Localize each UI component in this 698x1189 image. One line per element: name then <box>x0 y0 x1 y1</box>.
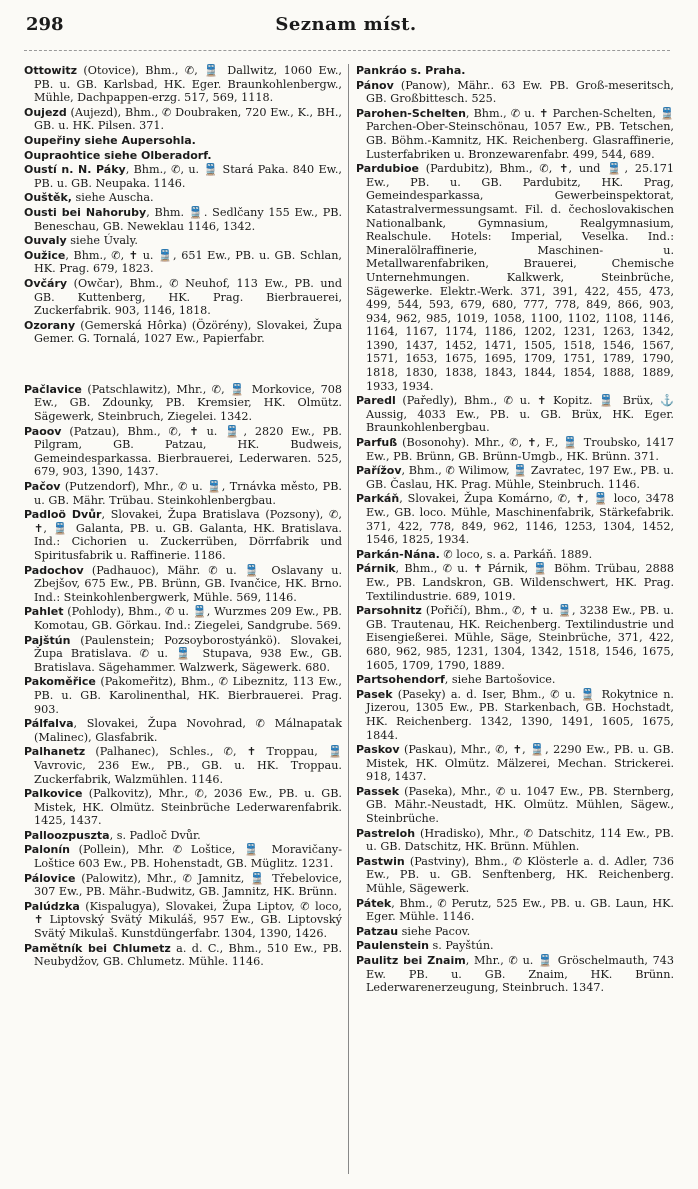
entry-text: , s. Padloč Dvůr. <box>109 828 201 842</box>
gazetteer-entry <box>24 234 342 248</box>
section-gap <box>24 347 342 383</box>
entry-headword: Parohen-Schelten <box>356 106 466 120</box>
entry-headword: Pakoměřice <box>24 675 96 689</box>
entry-headword: Paskov <box>356 743 400 757</box>
entry-text: siehe Auscha. <box>71 191 154 205</box>
entry-headword: Paredl <box>356 394 396 408</box>
right-column <box>356 64 674 996</box>
left-column <box>24 64 349 1174</box>
gazetteer-entry <box>356 548 674 562</box>
gazetteer-entry <box>24 191 342 205</box>
page-title: Seznam míst. <box>275 14 417 35</box>
entry-text: , Slovakei, Župa Bratislava (Pozsony), ✆, ✝, 🚆 Galanta, PB. u. GB. Galanta, HK. Bratislava. Ind.: Cichorien u. Zuckerrüben, Dörrfabrik und Spiritusfabrik u. Raffinerie. 1186. <box>34 508 342 562</box>
entry-headword: Pankráo s. Praha. <box>356 64 466 77</box>
entry-text: siehe Pacov. <box>398 924 471 938</box>
page-number: 298 <box>26 14 64 35</box>
entry-text: , Bhm., ✆ Perutz, 525 Ew., PB. u. GB. Laun, HK. Eger. Mühle. 1146. <box>366 896 674 924</box>
gazetteer-entry <box>24 508 342 562</box>
gazetteer-entry <box>356 604 674 672</box>
gazetteer-entry <box>356 785 674 826</box>
gazetteer-entry <box>24 163 342 190</box>
entry-headword: Parfuß <box>356 436 398 450</box>
entry-headword: Parkáň <box>356 492 400 506</box>
entry-headword: Pálfalva <box>24 717 74 731</box>
entry-text: , Bhm., ✆ Wilimow, 🚆 Zavratec, 197 Ew., PB. u. GB. Časlau, HK. Prag. Mühle, Steinbruch. 1146. <box>366 464 674 491</box>
entry-headword: Pardubioe <box>356 162 419 176</box>
entry-headword: Pastreloh <box>356 826 416 840</box>
entry-headword: Ovčáry <box>24 276 68 290</box>
entry-text: siehe Úvaly. <box>66 234 138 248</box>
entry-text: (Palhanec), Schles., ✆, ✝ Troppau, 🚆 Vavrovic, 236 Ew., PB., GB. u. HK. Troppau. Zuckerfabrik, Walzmühlen. 1146. <box>34 745 342 786</box>
gazetteer-entry <box>24 843 342 870</box>
entry-text: (Patzau), Bhm., ✆, ✝ u. 🚆, 2820 Ew., PB. Pilgram, GB. Patzau, HK. Budweis, Gemeindesparkassa. Bierbrauerei, Lederwaren. 525, 679, 903, 1390, 1437. <box>34 424 342 479</box>
entry-headword: Palúdzka <box>24 899 80 913</box>
page-header <box>26 14 666 40</box>
entry-text: (Paseka), Mhr., ✆ u. 1047 Ew., PB. Sternberg, GB. Mähr.-Neustadt, HK. Olmütz. Mühlen, Sägew., Steinbrüche. <box>366 784 674 826</box>
entry-headword: Paulitz bei Znaim <box>356 954 466 967</box>
entry-headword: Passek <box>356 784 400 798</box>
entry-headword: Ouvaly <box>24 234 67 248</box>
gazetteer-entry <box>24 605 342 632</box>
entry-headword: Oustí n. N. Páky <box>24 163 126 177</box>
gazetteer-entry <box>356 464 674 491</box>
gazetteer-entry <box>356 64 674 78</box>
gazetteer-entry <box>24 675 342 716</box>
entry-headword: Ousti bei Nahoruby <box>24 205 147 219</box>
gazetteer-entry <box>356 436 674 463</box>
entry-headword: Pátek <box>356 896 392 910</box>
entry-text: a. d. C., Bhm., 510 Ew., PB. Neubydžov, GB. Chlumetz. Mühle. 1146. <box>34 941 342 969</box>
entry-text: , Bhm., ✆, u. 🚆 Stará Paka. 840 Ew., PB. u. GB. Neupaka. 1146. <box>34 163 342 190</box>
entry-text: (Hradisko), Mhr., ✆ Datschitz, 114 Ew., PB. u. GB. Datschitz, HK. Brünn. Mühlen. <box>366 826 674 854</box>
entry-text: (Bosonohy). Mhr., ✆, ✝, F., 🚆 Troubsko, 1417 Ew., PB. Brünn, GB. Brünn-Umgb., HK. Brünn. 371. <box>366 436 674 463</box>
entry-headword: Pařížov <box>356 464 402 478</box>
gazetteer-entry <box>356 79 674 106</box>
entry-headword: Pálovice <box>24 871 76 885</box>
entry-headword: Pasek <box>356 687 393 701</box>
entry-headword: Parsohnitz <box>356 604 422 618</box>
entry-headword: Ozorany <box>24 318 76 332</box>
gazetteer-entry <box>24 277 342 318</box>
entry-headword: Pastwin <box>356 854 405 868</box>
entry-headword: Palloozpuszta <box>24 828 110 842</box>
entry-text: (Paseky) a. d. Iser, Bhm., ✆ u. 🚆 Rokytnice n. Jizerou, 1305 Ew., PB. Starkenbach, GB. Hochstadt, HK. Reichenberg. 1342, 1390, 1491, 1605, 1675, 1844. <box>366 687 674 742</box>
entry-text: (Putzendorf), Mhr., ✆ u. 🚆, Trnávka město, PB. u. GB. Mähr. Trübau. Steinkohlenbergbau. <box>34 480 342 507</box>
gazetteer-entry <box>24 149 342 163</box>
gazetteer-entry <box>24 829 342 843</box>
gazetteer-entry <box>24 787 342 828</box>
entry-text: (Owčar), Bhm., ✆ Neuhof, 113 Ew., PB. und GB. Kuttenberg, HK. Prag. Bierbrauerei, Zuckerfabrik. 903, 1146, 1818. <box>34 276 342 318</box>
gazetteer-entry <box>356 855 674 896</box>
entry-text: , Bhm., ✆ u. ✝ Parchen-Schelten, 🚆 Parchen-Ober-Steinschönau, 1057 Ew., PB. Tetschen, GB. Böhm.-Kamnitz, HK. Reichenberg. Glasraffinerie, Lusterfabriken u. Bronzewarenfabr. 499, 544, 689. <box>366 106 674 161</box>
gazetteer-entry <box>24 717 342 744</box>
entry-text: , Bhm., ✆ u. ✝ Párnik, 🚆 Böhm. Trübau, 2888 Ew., PB. Landskron, GB. Wildenschwert, HK. Prag. Textilindustrie. 689, 1019. <box>366 562 674 603</box>
header-rule <box>24 50 670 52</box>
entry-text: (Pohlody), Bhm., ✆ u. 🚆, Wurzmes 209 Ew., PB. Komotau, GB. Görkau. Ind.: Ziegelei, Sandgrube. 569. <box>34 605 342 632</box>
gazetteer-entry <box>24 106 342 133</box>
gazetteer-entry <box>24 206 342 233</box>
entry-headword: Oujezd <box>24 105 67 119</box>
entry-text: (Paulenstein; Pozsoyborostyánkö). Slovakei, Župa Bratislava. ✆ u. 🚆 Stupava, 938 Ew., GB. Bratislava. Sägehammer. Walzwerk, Sägewerk. 680. <box>34 633 342 674</box>
entry-headword: Paoov <box>24 424 62 438</box>
entry-text: (Palkovitz), Mhr., ✆, 2036 Ew., PB. u. GB. Mistek, HK. Olmütz. Steinbrüche Lederwarenfabrik. 1425, 1437. <box>34 787 342 828</box>
gazetteer-entry <box>24 249 342 276</box>
entry-text: (Kispalugya), Slovakei, Župa Liptov, ✆ loco, ✝ Liptovský Svätý Mikuláš, 957 Ew., GB. Liptovský Svätý Mikulaš. Kunstdüngerfabr. 1304, 1390, 1426. <box>34 899 342 941</box>
entry-text: s. Payštún. <box>428 939 494 953</box>
entry-headword: Pačov <box>24 480 61 494</box>
gazetteer-entry <box>24 634 342 675</box>
entry-text: (Palowitz), Mhr., ✆ Jamnitz, 🚆 Třebelovice, 307 Ew., PB. Mähr.-Budwitz, GB. Jamnitz, HK. Brünn. <box>34 871 342 899</box>
gazetteer-entry <box>24 425 342 479</box>
entry-headword: Parkán-Nána. <box>356 547 440 561</box>
gazetteer-entry <box>24 480 342 507</box>
entry-text: ✆ loco, s. a. Parkáň. 1889. <box>439 547 593 561</box>
entry-headword: Patzau <box>356 924 399 938</box>
entry-text: (Pollein), Mhr. ✆ Loštice, 🚆 Moravičany-Loštice 603 Ew., PB. Hohenstadt, GB. Müglitz. 1231. <box>34 843 342 871</box>
gazetteer-entry <box>356 897 674 924</box>
entry-text: (Pakomeřitz), Bhm., ✆ Libeznitz, 113 Ew., PB. u. GB. Karolinenthal, HK. Bierbrauerei. Prag. 903. <box>34 675 342 716</box>
entry-text: (Panow), Mähr.. 63 Ew. PB. Groß-meseritsch, GB. Großbittesch. 525. <box>366 78 674 106</box>
entry-text: (Aujezd), Bhm., ✆ Doubraken, 720 Ew., K., BH., GB. u. HK. Pilsen. 371. <box>34 105 342 133</box>
gazetteer-entry <box>24 64 342 105</box>
gazetteer-entry <box>24 134 342 148</box>
entry-headword: Oužice <box>24 248 66 262</box>
gazetteer-entry <box>24 564 342 605</box>
entry-headword: Pánov <box>356 78 394 92</box>
entry-text: , Bhm., ✆, ✝ u. 🚆, 651 Ew., PB. u. GB. Schlan, HK. Prag. 679, 1823. <box>34 248 342 276</box>
entry-headword: Ottowitz <box>24 64 78 77</box>
gazetteer-entry <box>356 925 674 939</box>
entry-headword: Pamětník bei Chlumetz <box>24 941 171 955</box>
entry-headword: Partsohendorf <box>356 673 445 687</box>
gazetteer-entry <box>24 900 342 941</box>
gazetteer-entry <box>356 939 674 953</box>
entry-text: (Gemerská Hôrka) (Özörény), Slovakei, Župa Gemer. G. Tornalá, 1027 Ew., Papierfabr. <box>34 318 342 346</box>
entry-headword: Ouštěk, <box>24 191 72 205</box>
entry-headword: Pačlavice <box>24 382 82 396</box>
entry-headword: Palhanetz <box>24 745 86 759</box>
gazetteer-entry <box>356 162 674 393</box>
entry-text: (Pardubitz), Bhm., ✆, ✝, und 🚆, 25.171 Ew., PB. u. GB. Pardubitz, HK. Prag, Gemeindesparkassa, Gewerbeinspektorat, Katastralvermessungsamt. Fil. d. čechoslovakischen Nationalbank, Gymnasium, Realgymnasium, Realschule. Hotels: Imperial, Veselka. Ind.: Mineralölraffinerie, Maschinen- u. Metallwarenfabriken, Brauerei, Chemische Unternehmungen. Kalkwerk, Steinbrüche, Sägewerke. Elektr.-Werk. 371, 391, 422, 455, 473, 499, 544, 593, 679, 680, 777, 778, 849, 866, 903, 934, 962, 985, 1019, 1058, 1100, 1102, 1108, 1146, 1164, 1167, 1174, 1186, 1202, 1231, 1263, 1342, 1390, 1437, 1452, 1471, 1505, 1518, 1546, 1567, 1571, 1653, 1675, 1695, 1709, 1751, 1789, 1790, 1818, 1830, 1838, 1843, 1844, 1854, 1888, 1889, 1933, 1934. <box>366 162 674 393</box>
gazetteer-entry <box>356 492 674 546</box>
entry-text: , Slovakei, Župa Komárno, ✆, ✝, 🚆 loco, 3478 Ew., GB. loco. Mühle, Maschinenfabrik, Stärkefabrik. 371, 422, 778, 849, 962, 1146, 1253, 1304, 1452, 1546, 1825, 1934. <box>366 492 674 547</box>
entry-headword: Oupeřiny siehe Aupersohla. <box>24 133 196 147</box>
entry-headword: Palkovice <box>24 787 83 801</box>
entry-headword: Oupraohtice siehe Olberadorf. <box>24 148 212 162</box>
gazetteer-entry <box>356 562 674 603</box>
entry-text: (Otovice), Bhm., ✆, 🚆 Dallwitz, 1060 Ew., PB. u. GB. Karlsbad, HK. Eger. Braunkohlenbergw., Mühle, Dachpappen-erzg. 517, 569, 1118. <box>34 64 342 105</box>
entry-headword: Paulenstein <box>356 939 429 953</box>
entry-text: , Bhm. 🚆. Sedlčany 155 Ew., PB. Beneschau, GB. Neweklau 1146, 1342. <box>34 205 343 233</box>
gazetteer-entry <box>24 872 342 899</box>
gazetteer-entry <box>356 107 674 161</box>
gazetteer-entry <box>356 954 674 995</box>
gazetteer-entry <box>24 942 342 969</box>
entry-headword: Palonín <box>24 843 70 857</box>
entry-text: , Slovakei, Župa Novohrad, ✆ Málnapatak (Malinec), Glasfabrik. <box>34 717 342 744</box>
entry-text: (Paskau), Mhr., ✆, ✝, 🚆, 2290 Ew., PB. u. GB. Mistek, HK. Olmütz. Mälzerei, Mechan. Strickerei. 918, 1437. <box>366 743 674 784</box>
gazetteer-entry <box>24 745 342 786</box>
gazetteer-entry <box>356 827 674 854</box>
entry-headword: Párnik <box>356 562 396 576</box>
entry-headword: Pahlet <box>24 605 64 619</box>
gazetteer-entry <box>356 688 674 742</box>
entry-text: (Pořičí), Bhm., ✆, ✝ u. 🚆, 3238 Ew., PB. u. GB. Trautenau, HK. Reichenberg. Textilindustrie und Eisengießerei. Mühle, Säge, Steinbrüche, 371, 422, 680, 962, 985, 1231, 1304, 1342, 1518, 1546, 1675, 1605, 1709, 1790, 1889. <box>366 604 674 672</box>
gazetteer-entry <box>356 673 674 687</box>
entry-text: (Padhauoc), Mähr. ✆ u. 🚆 Oslavany u. Zbejšov, 675 Ew., PB. Brünn, GB. Ivančice, HK. Brno. Ind.: Steinkohlenbergwerk, Mühle. 569, 1146. <box>34 563 342 604</box>
entry-headword: Padochov <box>24 563 84 577</box>
entry-text: (Pastviny), Bhm., ✆ Klösterle a. d. Adler, 736 Ew., PB. u. GB. Senftenberg, HK. Reichenberg. Mühle, Sägewerk. <box>366 854 674 896</box>
gazetteer-entry <box>356 394 674 435</box>
entry-text: (Paředly), Bhm., ✆ u. ✝ Kopitz. 🚆 Brüx, ⚓ Aussig, 4033 Ew., PB. u. GB. Brüx, HK. Eger. Braunkohlenbergbau. <box>366 394 674 435</box>
entry-text: (Patschlawitz), Mhr., ✆, 🚆 Morkovice, 708 Ew., GB. Zdounky, PB. Kremsier, HK. Olmütz. Sägewerk, Steinbruch, Ziegelei. 1342. <box>34 382 342 424</box>
gazetteer-entry <box>24 383 342 424</box>
entry-headword: Pajštún <box>24 633 71 647</box>
gazetteer-entry <box>356 743 674 784</box>
gazetteer-entry <box>24 319 342 346</box>
entry-headword: Padloö Dvůr <box>24 508 102 522</box>
entry-text: , Mhr., ✆ u. 🚆 Gröschelmauth, 743 Ew. PB. u. GB. Znaim, HK. Brünn. Lederwarenerzeugung, Steinbruch. 1347. <box>366 954 675 995</box>
entry-text: , siehe Bartošovice. <box>444 673 556 687</box>
